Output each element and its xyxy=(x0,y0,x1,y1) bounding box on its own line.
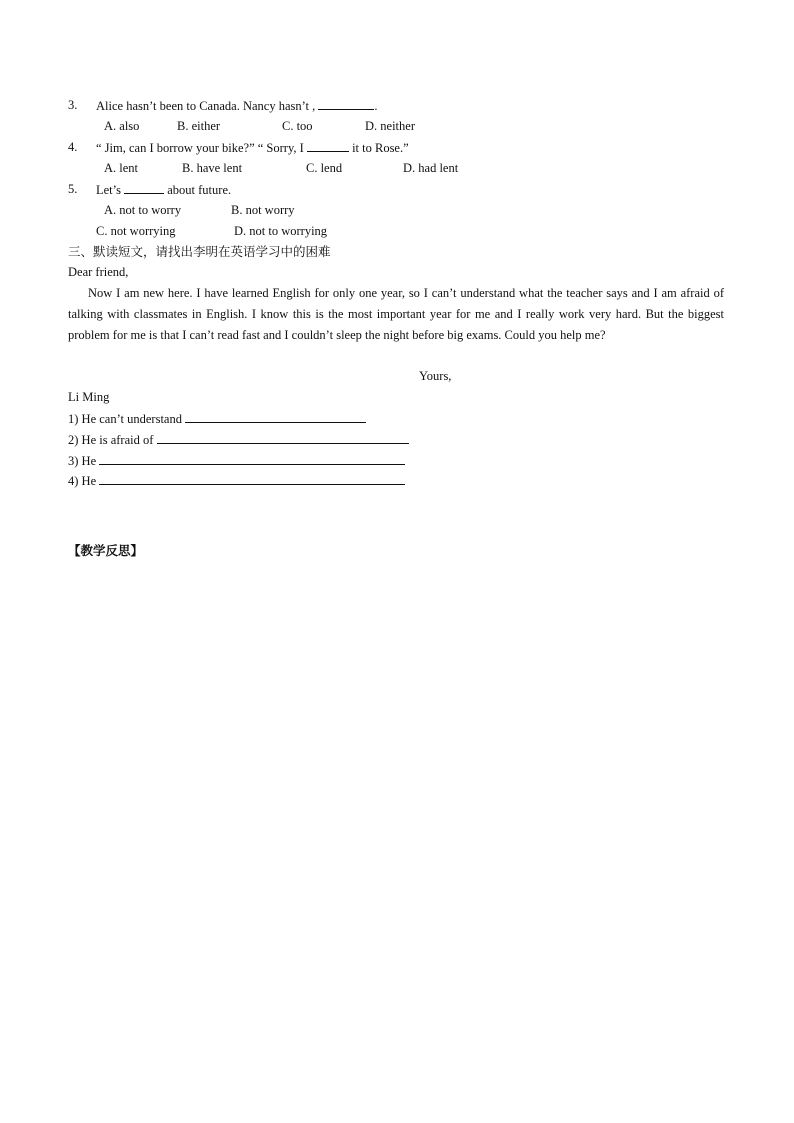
answer-line-2 xyxy=(68,431,409,448)
answer-blank[interactable] xyxy=(124,181,164,194)
answer-prompt: 1) He can’t understand xyxy=(68,412,182,426)
letter-signature: Li Ming xyxy=(68,390,110,404)
option-a[interactable]: A. also xyxy=(104,119,140,133)
question-text: Alice hasn’t been to Canada. Nancy hasn’t , xyxy=(96,99,316,113)
letter-paragraph: Now I am new here. I have learned English for only one year, so I can’t understand what the teacher says and I am afraid of talking with classmates in English. I know this is the most important year for me and I really work very hard. But the biggest problem for me is that I can’t read fast and I couldn’t sleep the night before big exams. Could you help me? xyxy=(68,286,724,342)
option-d[interactable]: D. had lent xyxy=(403,161,459,175)
letter-closing: Yours, xyxy=(419,369,452,383)
answer-line-3 xyxy=(68,452,405,469)
letter-body xyxy=(68,283,724,346)
answer-blank[interactable] xyxy=(307,139,349,152)
option-a[interactable]: A. lent xyxy=(104,161,139,175)
option-c[interactable]: C. lend xyxy=(306,161,343,175)
answer-prompt: 4) He xyxy=(68,474,97,488)
option-b[interactable]: B. have lent xyxy=(182,161,243,175)
option-c[interactable]: C. not worrying xyxy=(96,224,176,238)
question-text: Let’s xyxy=(96,183,121,197)
question-text: “ Jim, can I borrow your bike?” “ Sorry, I xyxy=(96,141,304,155)
section-heading: 三、默读短文，请找出李明在英语学习中的困难 xyxy=(68,244,331,259)
answer-blank[interactable] xyxy=(157,431,409,444)
option-d[interactable]: D. not to worrying xyxy=(234,224,328,238)
option-a[interactable]: A. not to worry xyxy=(104,203,182,217)
answer-blank[interactable] xyxy=(99,452,405,465)
answer-line-1 xyxy=(68,410,366,427)
letter-greeting: Dear friend, xyxy=(68,265,129,279)
question-text-after: it to Rose.” xyxy=(352,141,409,155)
reflection-heading: 【教学反思】 xyxy=(68,543,144,558)
answer-blank[interactable] xyxy=(185,410,366,423)
option-b[interactable]: B. either xyxy=(177,119,221,133)
answer-line-4 xyxy=(68,472,405,489)
question-text-after: . xyxy=(374,99,378,113)
question-number: 3. xyxy=(68,98,78,112)
question-number: 5. xyxy=(68,182,78,196)
option-c[interactable]: C. too xyxy=(282,119,313,133)
answer-prompt: 3) He xyxy=(68,454,97,468)
question-text-after: about future. xyxy=(167,183,232,197)
answer-blank[interactable] xyxy=(318,97,374,110)
answer-blank[interactable] xyxy=(99,472,405,485)
question-number: 4. xyxy=(68,140,78,154)
answer-prompt: 2) He is afraid of xyxy=(68,433,154,447)
option-d[interactable]: D. neither xyxy=(365,119,415,133)
option-b[interactable]: B. not worry xyxy=(231,203,295,217)
